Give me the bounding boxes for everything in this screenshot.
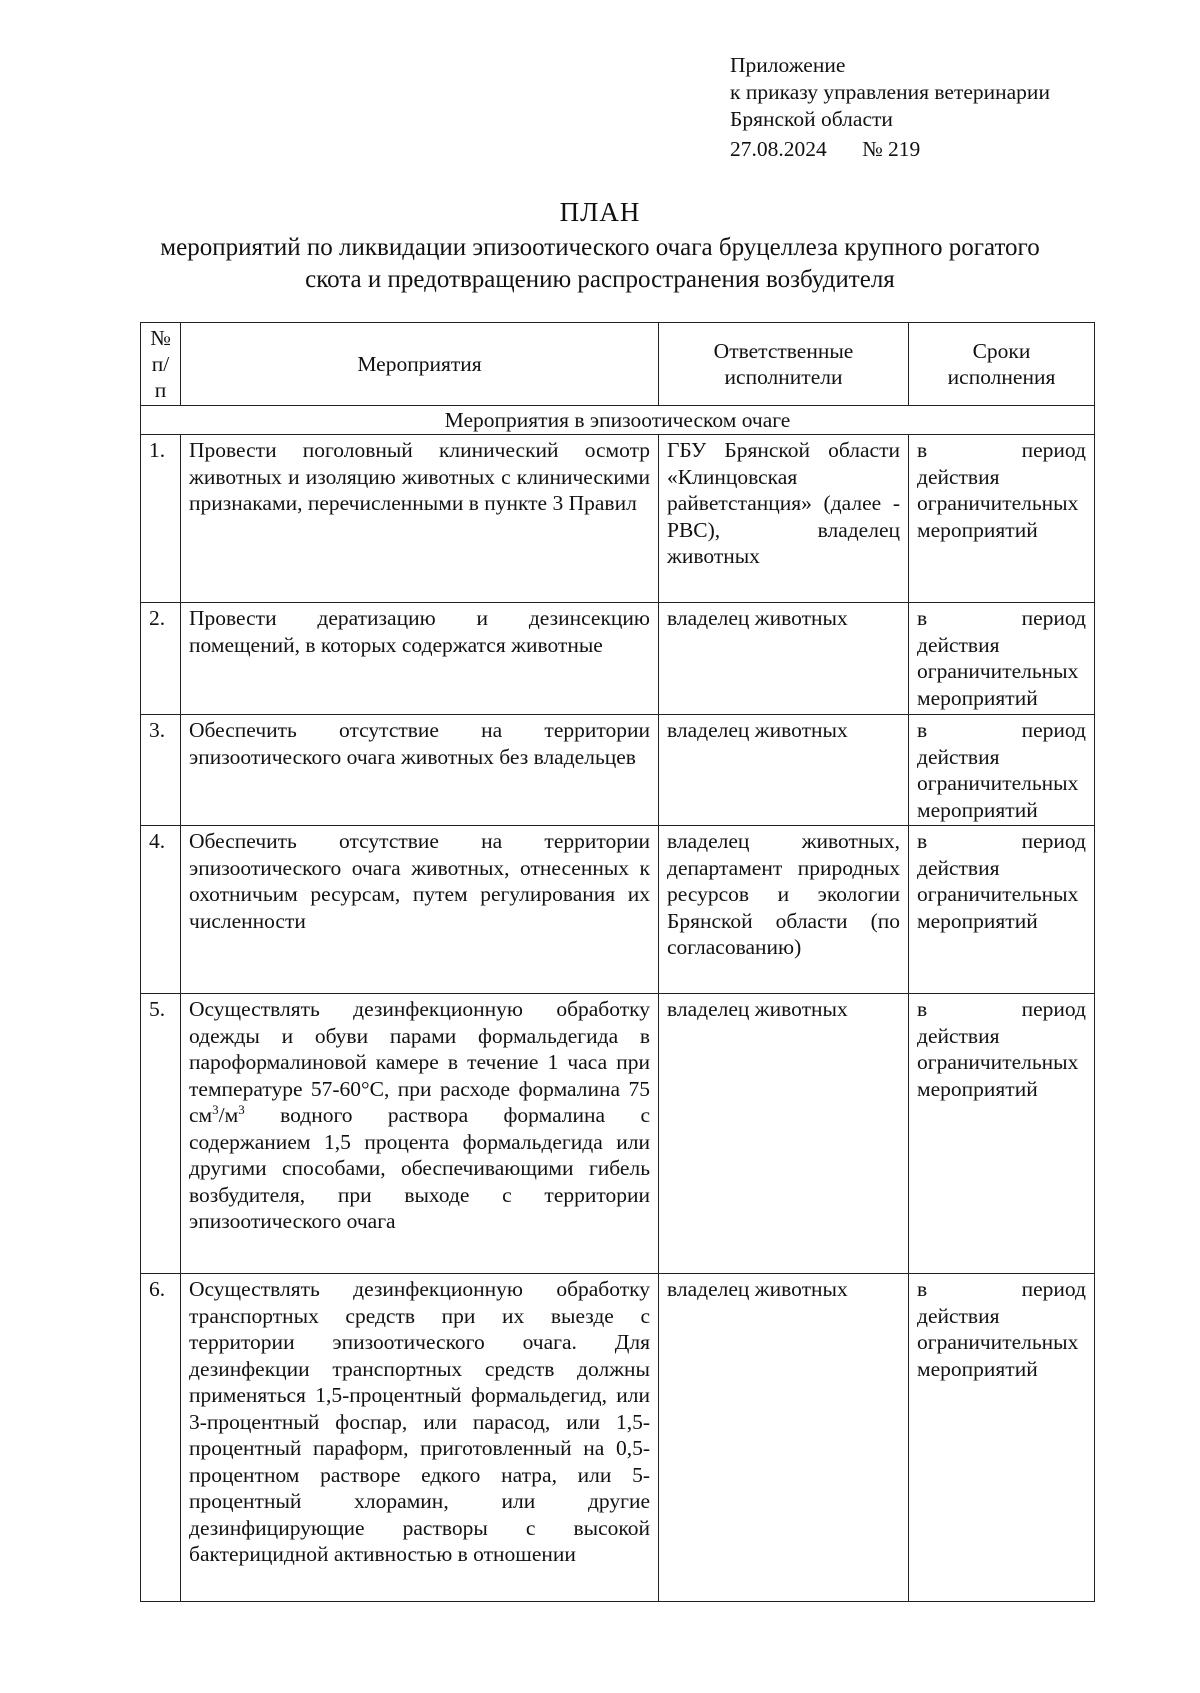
annex-line: Брянской области [730, 107, 893, 131]
row-activity: Обеспечить отсутствие на территории эпизоотического очага животных без владельцев [181, 715, 659, 826]
term-word: в [917, 997, 928, 1021]
document-title [0, 196, 1200, 296]
plan-table [140, 322, 1095, 1602]
row-number: 4. [141, 826, 181, 994]
annex-line: Приложение [730, 53, 846, 77]
term-word: в [917, 1277, 928, 1301]
activity-text: /м [218, 1103, 239, 1127]
table-row [141, 1274, 1095, 1602]
order-date: 27.08.2024 [730, 137, 827, 161]
row-responsible: владелец животных, департамент природных ресурсов и экологии Брянской области (по согласованию) [659, 826, 909, 994]
term-word: в [917, 829, 928, 853]
column-header-term: Сроки исполнения [909, 323, 1095, 406]
order-date-number [730, 136, 1050, 163]
superscript: 3 [212, 1101, 219, 1117]
row-activity: Обеспечить отсутствие на территории эпизоотического очага животных, отнесенных к охотничьим ресурсам, путем регулирования их численности [181, 826, 659, 994]
plan-subtitle: мероприятий по ликвидации эпизоотического очага бруцеллеза крупного рогатого скота и предотвращению распространения возбудителя [160, 234, 1040, 293]
term-rest: действия ограничительных мероприятий [917, 464, 1079, 542]
term-rest: действия ограничительных мероприятий [917, 1023, 1079, 1101]
row-responsible: владелец животных [659, 715, 909, 826]
table-row [141, 826, 1095, 994]
section-title: Мероприятия в эпизоотическом очаге [141, 406, 1095, 435]
term-word: период [1021, 829, 1086, 853]
table-row [141, 715, 1095, 826]
row-responsible: ГБУ Брянской области «Клинцовская райветстанция» (далее - РВС), владелец животных [659, 435, 909, 603]
row-responsible: владелец животных [659, 994, 909, 1274]
row-number: 2. [141, 603, 181, 715]
superscript: 3 [238, 1101, 245, 1117]
row-activity: Провести поголовный клинический осмотр животных и изоляцию животных с клиническими признаками, перечисленными в пункте 3 Правил [181, 435, 659, 603]
row-number: 5. [141, 994, 181, 1274]
row-term [909, 1274, 1095, 1602]
term-word: период [1021, 718, 1086, 742]
table-row [141, 603, 1095, 715]
term-rest: действия ограничительных мероприятий [917, 632, 1079, 710]
annex-header [730, 52, 1050, 163]
activity-text: Осуществлять дезинфекционную обработку одежды и обуви парами формальдегида в пароформалиновой камере в течение 1 часа при температуре 57-60°С, при расходе формалина 75 см [189, 997, 650, 1127]
table-row [141, 994, 1095, 1274]
row-term [909, 994, 1095, 1274]
row-term [909, 603, 1095, 715]
term-word: период [1021, 1277, 1086, 1301]
plan-title: ПЛАН [559, 197, 641, 227]
term-rest: действия ограничительных мероприятий [917, 744, 1079, 822]
term-word: в [917, 606, 928, 630]
order-number: № 219 [862, 137, 921, 161]
row-term [909, 715, 1095, 826]
row-responsible: владелец животных [659, 603, 909, 715]
row-activity: Осуществлять дезинфекционную обработку транспортных средств при их выезде с территории эпизоотического очага. Для дезинфекции транспортных средств должны применяться 1,5-процентный формальдегид, или 3-процентный фоспар, или парасод, или 1,5-процентный параформ, приготовленный на 0,5-процентном растворе едкого натра, или 5-процентный хлорамин, или другие дезинфицирующие растворы с высокой бактерицидной активностью в отношении [181, 1274, 659, 1602]
row-term [909, 826, 1095, 994]
activity-text: водного раствора формалина с содержанием 1,5 процента формальдегида или другими способами, обеспечивающими гибель возбудителя, при выходе с территории эпизоотического очага [189, 1103, 650, 1233]
term-word: в [917, 718, 928, 742]
section-row [141, 406, 1095, 435]
term-rest: действия ограничительных мероприятий [917, 1303, 1079, 1381]
term-word: в [917, 438, 928, 462]
table-header-row [141, 323, 1095, 406]
column-header-responsible: Ответственные исполнители [659, 323, 909, 406]
term-rest: действия ограничительных мероприятий [917, 855, 1079, 933]
row-number: 3. [141, 715, 181, 826]
table-row [141, 435, 1095, 603]
row-number: 6. [141, 1274, 181, 1602]
row-term [909, 435, 1095, 603]
term-word: период [1021, 997, 1086, 1021]
column-header-num: № п/п [141, 323, 181, 406]
row-activity [181, 994, 659, 1274]
row-activity: Провести дератизацию и дезинсекцию помещений, в которых содержатся животные [181, 603, 659, 715]
annex-line: к приказу управления ветеринарии [730, 80, 1050, 104]
column-header-activity: Мероприятия [181, 323, 659, 406]
row-number: 1. [141, 435, 181, 603]
term-word: период [1021, 438, 1086, 462]
term-word: период [1021, 606, 1086, 630]
row-responsible: владелец животных [659, 1274, 909, 1602]
